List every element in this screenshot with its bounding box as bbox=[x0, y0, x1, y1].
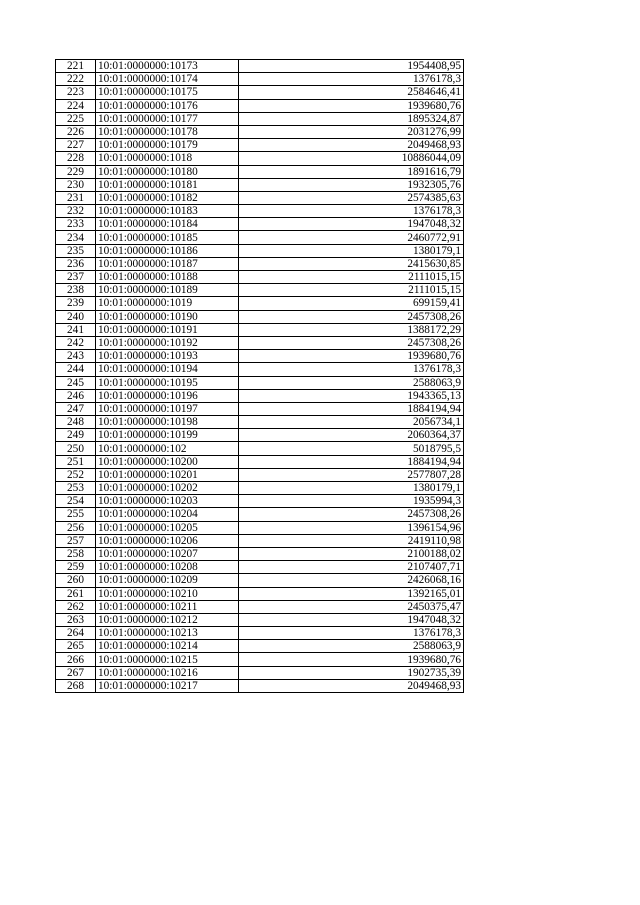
cadastral-value-cell: 1939680,76 bbox=[239, 350, 464, 363]
cadastral-number-cell: 10:01:0000000:10197 bbox=[96, 402, 239, 415]
row-number-cell: 248 bbox=[56, 416, 96, 429]
cadastral-number-cell: 10:01:0000000:10201 bbox=[96, 468, 239, 481]
table-row bbox=[56, 508, 464, 521]
cadastral-value-cell: 2574385,63 bbox=[239, 191, 464, 204]
cadastral-number-cell: 10:01:0000000:10199 bbox=[96, 429, 239, 442]
table-row bbox=[56, 152, 464, 165]
cadastral-value-cell: 699159,41 bbox=[239, 297, 464, 310]
table-row bbox=[56, 191, 464, 204]
cadastral-number-cell: 10:01:0000000:10185 bbox=[96, 231, 239, 244]
table-row bbox=[56, 534, 464, 547]
row-number-cell: 257 bbox=[56, 534, 96, 547]
table-row bbox=[56, 402, 464, 415]
table-row bbox=[56, 218, 464, 231]
cadastral-number-cell: 10:01:0000000:10195 bbox=[96, 376, 239, 389]
cadastral-value-cell: 1939680,76 bbox=[239, 99, 464, 112]
cadastral-value-cell: 2584646,41 bbox=[239, 86, 464, 99]
row-number-cell: 251 bbox=[56, 455, 96, 468]
row-number-cell: 244 bbox=[56, 363, 96, 376]
table-row bbox=[56, 468, 464, 481]
cadastral-number-cell: 10:01:0000000:10212 bbox=[96, 613, 239, 626]
row-number-cell: 261 bbox=[56, 587, 96, 600]
cadastral-value-cell: 1376178,3 bbox=[239, 73, 464, 86]
table-row bbox=[56, 336, 464, 349]
cadastral-value-cell: 2588063,9 bbox=[239, 376, 464, 389]
row-number-cell: 240 bbox=[56, 310, 96, 323]
cadastral-value-cell: 5018795,5 bbox=[239, 442, 464, 455]
cadastral-value-cell: 2457308,26 bbox=[239, 508, 464, 521]
cadastral-value-cell: 1902735,39 bbox=[239, 666, 464, 679]
row-number-cell: 223 bbox=[56, 86, 96, 99]
cadastral-number-cell: 10:01:0000000:10202 bbox=[96, 482, 239, 495]
cadastral-value-cell: 1392165,01 bbox=[239, 587, 464, 600]
cadastral-number-cell: 10:01:0000000:10209 bbox=[96, 574, 239, 587]
row-number-cell: 249 bbox=[56, 429, 96, 442]
row-number-cell: 265 bbox=[56, 640, 96, 653]
cadastral-value-cell: 2056734,1 bbox=[239, 416, 464, 429]
row-number-cell: 256 bbox=[56, 521, 96, 534]
cadastral-number-cell: 10:01:0000000:10207 bbox=[96, 547, 239, 560]
cadastral-number-cell: 10:01:0000000:10187 bbox=[96, 257, 239, 270]
table-row bbox=[56, 205, 464, 218]
cadastral-value-cell: 1884194,94 bbox=[239, 455, 464, 468]
row-number-cell: 266 bbox=[56, 653, 96, 666]
cadastral-number-cell: 10:01:0000000:10214 bbox=[96, 640, 239, 653]
cadastral-value-cell: 2588063,9 bbox=[239, 640, 464, 653]
cadastral-value-cell: 2111015,15 bbox=[239, 271, 464, 284]
table-row bbox=[56, 640, 464, 653]
cadastral-number-cell: 10:01:0000000:10208 bbox=[96, 561, 239, 574]
cadastral-value-cell: 2111015,15 bbox=[239, 284, 464, 297]
row-number-cell: 221 bbox=[56, 60, 96, 73]
table-row bbox=[56, 297, 464, 310]
cadastral-value-cell: 1947048,32 bbox=[239, 613, 464, 626]
table-row bbox=[56, 455, 464, 468]
row-number-cell: 264 bbox=[56, 627, 96, 640]
table-row bbox=[56, 653, 464, 666]
table-row bbox=[56, 613, 464, 626]
cadastral-value-cell: 1954408,95 bbox=[239, 60, 464, 73]
table-row bbox=[56, 350, 464, 363]
cadastral-number-cell: 10:01:0000000:10175 bbox=[96, 86, 239, 99]
cadastral-value-cell: 1376178,3 bbox=[239, 627, 464, 640]
cadastral-number-cell: 10:01:0000000:10192 bbox=[96, 336, 239, 349]
row-number-cell: 253 bbox=[56, 482, 96, 495]
cadastral-number-cell: 10:01:0000000:10188 bbox=[96, 271, 239, 284]
row-number-cell: 229 bbox=[56, 165, 96, 178]
row-number-cell: 243 bbox=[56, 350, 96, 363]
cadastral-number-cell: 10:01:0000000:10196 bbox=[96, 389, 239, 402]
cadastral-value-table bbox=[55, 59, 464, 693]
table-row bbox=[56, 416, 464, 429]
row-number-cell: 247 bbox=[56, 402, 96, 415]
cadastral-value-cell: 2415630,85 bbox=[239, 257, 464, 270]
row-number-cell: 262 bbox=[56, 600, 96, 613]
cadastral-number-cell: 10:01:0000000:10180 bbox=[96, 165, 239, 178]
cadastral-value-cell: 2049468,93 bbox=[239, 679, 464, 692]
row-number-cell: 260 bbox=[56, 574, 96, 587]
cadastral-value-cell: 1947048,32 bbox=[239, 218, 464, 231]
row-number-cell: 228 bbox=[56, 152, 96, 165]
row-number-cell: 225 bbox=[56, 112, 96, 125]
cadastral-value-cell: 2457308,26 bbox=[239, 310, 464, 323]
cadastral-number-cell: 10:01:0000000:10216 bbox=[96, 666, 239, 679]
row-number-cell: 226 bbox=[56, 125, 96, 138]
table-row bbox=[56, 600, 464, 613]
cadastral-value-cell: 2577807,28 bbox=[239, 468, 464, 481]
cadastral-number-cell: 10:01:0000000:10205 bbox=[96, 521, 239, 534]
table-row bbox=[56, 587, 464, 600]
table-row bbox=[56, 574, 464, 587]
table-row bbox=[56, 482, 464, 495]
table-row bbox=[56, 679, 464, 692]
table-row bbox=[56, 244, 464, 257]
row-number-cell: 241 bbox=[56, 323, 96, 336]
table-row bbox=[56, 323, 464, 336]
cadastral-value-cell: 1396154,96 bbox=[239, 521, 464, 534]
row-number-cell: 231 bbox=[56, 191, 96, 204]
cadastral-value-cell: 1380179,1 bbox=[239, 482, 464, 495]
row-number-cell: 238 bbox=[56, 284, 96, 297]
cadastral-number-cell: 10:01:0000000:1018 bbox=[96, 152, 239, 165]
row-number-cell: 267 bbox=[56, 666, 96, 679]
cadastral-value-cell: 2450375,47 bbox=[239, 600, 464, 613]
row-number-cell: 252 bbox=[56, 468, 96, 481]
table-row bbox=[56, 666, 464, 679]
table-row bbox=[56, 429, 464, 442]
row-number-cell: 233 bbox=[56, 218, 96, 231]
cadastral-number-cell: 10:01:0000000:10200 bbox=[96, 455, 239, 468]
table-row bbox=[56, 125, 464, 138]
cadastral-number-cell: 10:01:0000000:10193 bbox=[96, 350, 239, 363]
table-row bbox=[56, 376, 464, 389]
cadastral-value-cell: 1380179,1 bbox=[239, 244, 464, 257]
row-number-cell: 246 bbox=[56, 389, 96, 402]
cadastral-number-cell: 10:01:0000000:10217 bbox=[96, 679, 239, 692]
row-number-cell: 263 bbox=[56, 613, 96, 626]
cadastral-number-cell: 10:01:0000000:10184 bbox=[96, 218, 239, 231]
cadastral-number-cell: 10:01:0000000:10189 bbox=[96, 284, 239, 297]
row-number-cell: 254 bbox=[56, 495, 96, 508]
row-number-cell: 224 bbox=[56, 99, 96, 112]
cadastral-number-cell: 10:01:0000000:10190 bbox=[96, 310, 239, 323]
cadastral-value-cell: 2107407,71 bbox=[239, 561, 464, 574]
table-row bbox=[56, 561, 464, 574]
table-row bbox=[56, 231, 464, 244]
row-number-cell: 234 bbox=[56, 231, 96, 244]
row-number-cell: 237 bbox=[56, 271, 96, 284]
cadastral-value-cell: 2100188,02 bbox=[239, 547, 464, 560]
table-row bbox=[56, 627, 464, 640]
cadastral-number-cell: 10:01:0000000:10215 bbox=[96, 653, 239, 666]
row-number-cell: 236 bbox=[56, 257, 96, 270]
cadastral-value-cell: 1943365,13 bbox=[239, 389, 464, 402]
row-number-cell: 268 bbox=[56, 679, 96, 692]
table-row bbox=[56, 284, 464, 297]
cadastral-number-cell: 10:01:0000000:10203 bbox=[96, 495, 239, 508]
table-row bbox=[56, 310, 464, 323]
row-number-cell: 258 bbox=[56, 547, 96, 560]
cadastral-number-cell: 10:01:0000000:10206 bbox=[96, 534, 239, 547]
cadastral-number-cell: 10:01:0000000:10211 bbox=[96, 600, 239, 613]
table-row bbox=[56, 521, 464, 534]
cadastral-number-cell: 10:01:0000000:102 bbox=[96, 442, 239, 455]
row-number-cell: 242 bbox=[56, 336, 96, 349]
table-row bbox=[56, 495, 464, 508]
cadastral-value-cell: 1895324,87 bbox=[239, 112, 464, 125]
cadastral-number-cell: 10:01:0000000:10178 bbox=[96, 125, 239, 138]
table-row bbox=[56, 73, 464, 86]
cadastral-number-cell: 10:01:0000000:10181 bbox=[96, 178, 239, 191]
cadastral-number-cell: 10:01:0000000:10210 bbox=[96, 587, 239, 600]
cadastral-number-cell: 10:01:0000000:10198 bbox=[96, 416, 239, 429]
table-row bbox=[56, 112, 464, 125]
cadastral-value-cell: 1376178,3 bbox=[239, 205, 464, 218]
cadastral-number-cell: 10:01:0000000:10186 bbox=[96, 244, 239, 257]
cadastral-value-cell: 1891616,79 bbox=[239, 165, 464, 178]
cadastral-number-cell: 10:01:0000000:10173 bbox=[96, 60, 239, 73]
row-number-cell: 222 bbox=[56, 73, 96, 86]
table-row bbox=[56, 547, 464, 560]
cadastral-value-cell: 2419110,98 bbox=[239, 534, 464, 547]
table-row bbox=[56, 271, 464, 284]
cadastral-value-cell: 1935994,3 bbox=[239, 495, 464, 508]
cadastral-value-cell: 1388172,29 bbox=[239, 323, 464, 336]
row-number-cell: 239 bbox=[56, 297, 96, 310]
row-number-cell: 255 bbox=[56, 508, 96, 521]
table-row bbox=[56, 139, 464, 152]
cadastral-value-cell: 10886044,09 bbox=[239, 152, 464, 165]
row-number-cell: 259 bbox=[56, 561, 96, 574]
table-row bbox=[56, 178, 464, 191]
row-number-cell: 235 bbox=[56, 244, 96, 257]
cadastral-number-cell: 10:01:0000000:10174 bbox=[96, 73, 239, 86]
cadastral-value-cell: 1376178,3 bbox=[239, 363, 464, 376]
cadastral-number-cell: 10:01:0000000:10213 bbox=[96, 627, 239, 640]
cadastral-number-cell: 10:01:0000000:10177 bbox=[96, 112, 239, 125]
cadastral-number-cell: 10:01:0000000:1019 bbox=[96, 297, 239, 310]
cadastral-value-cell: 1932305,76 bbox=[239, 178, 464, 191]
cadastral-value-cell: 2426068,16 bbox=[239, 574, 464, 587]
table-body bbox=[56, 60, 464, 693]
row-number-cell: 245 bbox=[56, 376, 96, 389]
table-row bbox=[56, 165, 464, 178]
row-number-cell: 230 bbox=[56, 178, 96, 191]
table-row bbox=[56, 99, 464, 112]
cadastral-value-cell: 1884194,94 bbox=[239, 402, 464, 415]
cadastral-number-cell: 10:01:0000000:10179 bbox=[96, 139, 239, 152]
row-number-cell: 250 bbox=[56, 442, 96, 455]
cadastral-number-cell: 10:01:0000000:10204 bbox=[96, 508, 239, 521]
cadastral-value-cell: 2049468,93 bbox=[239, 139, 464, 152]
cadastral-value-cell: 2060364,37 bbox=[239, 429, 464, 442]
table-row bbox=[56, 86, 464, 99]
row-number-cell: 232 bbox=[56, 205, 96, 218]
cadastral-number-cell: 10:01:0000000:10182 bbox=[96, 191, 239, 204]
cadastral-value-cell: 2460772,91 bbox=[239, 231, 464, 244]
table-row bbox=[56, 442, 464, 455]
cadastral-number-cell: 10:01:0000000:10183 bbox=[96, 205, 239, 218]
cadastral-number-cell: 10:01:0000000:10194 bbox=[96, 363, 239, 376]
table-row bbox=[56, 60, 464, 73]
table-row bbox=[56, 363, 464, 376]
cadastral-number-cell: 10:01:0000000:10191 bbox=[96, 323, 239, 336]
table-row bbox=[56, 389, 464, 402]
table-row bbox=[56, 257, 464, 270]
cadastral-value-cell: 2031276,99 bbox=[239, 125, 464, 138]
row-number-cell: 227 bbox=[56, 139, 96, 152]
cadastral-value-cell: 1939680,76 bbox=[239, 653, 464, 666]
cadastral-number-cell: 10:01:0000000:10176 bbox=[96, 99, 239, 112]
cadastral-value-cell: 2457308,26 bbox=[239, 336, 464, 349]
